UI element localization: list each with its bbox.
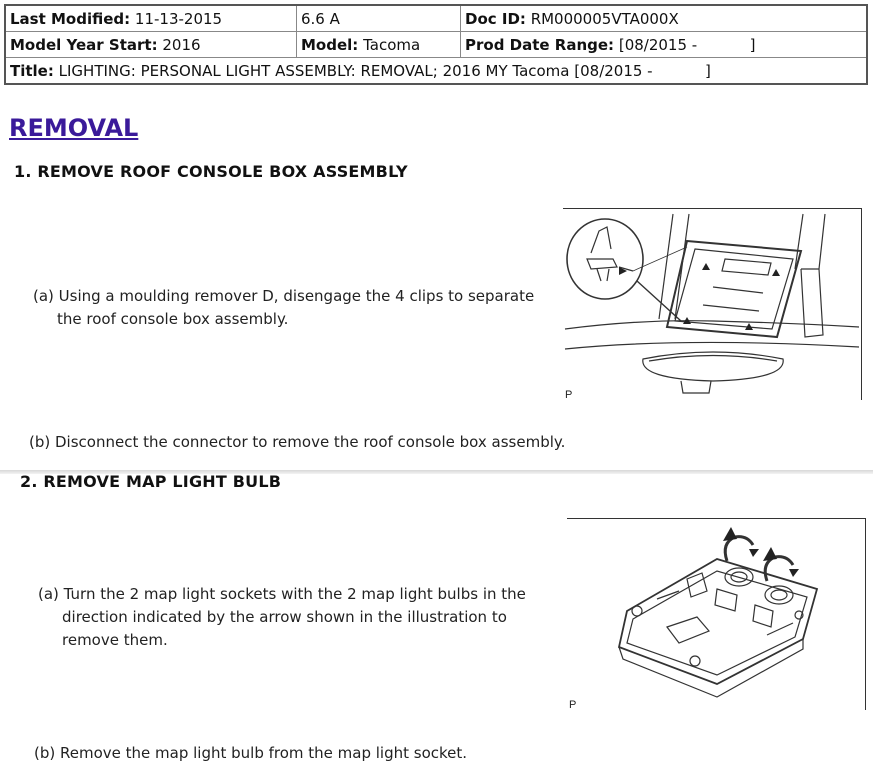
map-light-illustration	[567, 519, 865, 710]
doc-id-cell: Doc ID: RM000005VTA000X	[461, 5, 868, 32]
title-cell: Title: LIGHTING: PERSONAL LIGHT ASSEMBLY: REMOVAL; 2016 MY Tacoma [08/2015 - ]	[5, 58, 867, 85]
doc-id-value: RM000005VTA000X	[530, 9, 679, 28]
step-1a-text: (a) Using a moulding remover D, disengage the 4 clips to separate the roof console box assembly.	[33, 287, 535, 328]
map-light-figure	[567, 518, 866, 710]
step-1-heading: 1. REMOVE ROOF CONSOLE BOX ASSEMBLY	[14, 162, 408, 181]
prod-date-value: [08/2015 - ]	[618, 35, 756, 54]
document-header-table	[4, 4, 868, 85]
map-light-figure-label: P	[569, 699, 577, 710]
last-modified-cell: Last Modified: 11-13-2015	[5, 5, 297, 32]
section-title[interactable]: REMOVAL	[9, 114, 139, 142]
model-cell: Model: Tacoma	[297, 32, 461, 58]
prod-date-cell: Prod Date Range: [08/2015 - ]	[461, 32, 868, 58]
step-2a-text: (a) Turn the 2 map light sockets with the 2 map light bulbs in the direction indicated by the arrow shown in the illustration to remove them.	[38, 585, 526, 649]
model-year-cell: Model Year Start: 2016	[5, 32, 297, 58]
version-cell: 6.6 A	[297, 5, 461, 32]
last-modified-value: 11-13-2015	[134, 9, 223, 28]
roof-console-figure-label: P	[565, 389, 573, 400]
model-year-value: 2016	[162, 35, 201, 54]
title-value: LIGHTING: PERSONAL LIGHT ASSEMBLY: REMOVAL; 2016 MY Tacoma [08/2015 - ]	[58, 61, 711, 80]
roof-console-figure	[563, 208, 862, 400]
step-1b-text: (b) Disconnect the connector to remove the roof console box assembly.	[29, 433, 566, 451]
model-value: Tacoma	[363, 35, 421, 54]
roof-console-illustration	[563, 209, 861, 400]
step-2b-text: (b) Remove the map light bulb from the map light socket.	[34, 744, 468, 762]
step-2-heading: 2. REMOVE MAP LIGHT BULB	[20, 472, 282, 491]
